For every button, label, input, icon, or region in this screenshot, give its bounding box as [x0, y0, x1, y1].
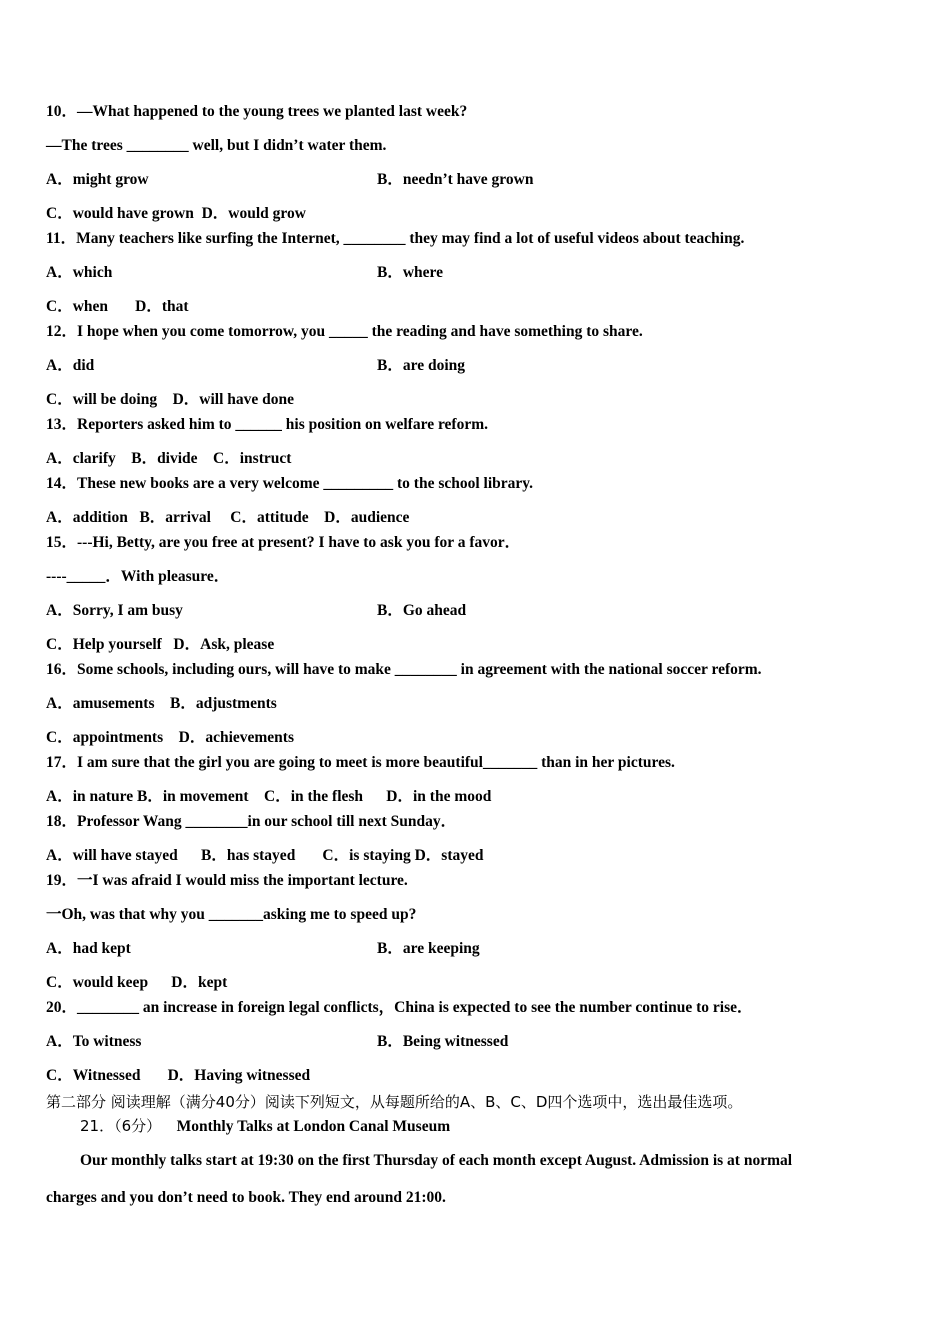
q15-option-a: A．Sorry, I am busy: [46, 602, 183, 619]
q12-option-b: B．are doing: [377, 357, 465, 374]
q20-option-b: B．Being witnessed: [377, 1033, 509, 1050]
q14-options: A．addition B．arrival C．attitude D．audience: [46, 509, 410, 526]
q18-options: A．will have stayed B．has stayed C．is staying D．stayed: [46, 847, 484, 864]
q20-option-a: A．To witness: [46, 1033, 142, 1050]
q15-stem2: ----_____．With pleasure．: [46, 568, 230, 585]
q21-title: Monthly Talks at London Canal Museum: [176, 1118, 451, 1135]
q11-options-cd: C．when D．that: [46, 298, 189, 315]
q20-stem: 20．________ an increase in foreign legal conflicts，China is expected to see the number continue to rise．: [46, 999, 753, 1016]
q10-option-a: A．might grow: [46, 171, 149, 188]
q16-options-cd: C．appointments D．achievements: [46, 729, 294, 746]
q19-option-a: A．had kept: [46, 940, 131, 957]
q16-options-ab: A．amusements B．adjustments: [46, 695, 277, 712]
q19-options-cd: C．would keep D．kept: [46, 974, 228, 991]
q21-heading: [80, 1116, 450, 1137]
q17-stem: 17．I am sure that the girl you are going to meet is more beautiful_______ than in her pictures.: [46, 754, 675, 771]
passage-line-2: charges and you don’t need to book. They end around 21:00.: [46, 1189, 446, 1206]
q12-stem: 12．I hope when you come tomorrow, you _____ the reading and have something to share.: [46, 323, 643, 340]
q11-option-b: B．where: [377, 264, 444, 281]
q15-option-b: B．Go ahead: [377, 602, 467, 619]
q13-stem: 13．Reporters asked him to ______ his position on welfare reform.: [46, 416, 489, 433]
q19-option-b: B．are keeping: [377, 940, 480, 957]
passage-line-1: Our monthly talks start at 19:30 on the first Thursday of each month except August. Admission is at normal: [80, 1152, 793, 1169]
q12-options-cd: C．will be doing D．will have done: [46, 391, 295, 408]
q15-options-cd: C．Help yourself D．Ask, please: [46, 636, 275, 653]
q18-stem: 18．Professor Wang ________in our school till next Sunday．: [46, 813, 457, 830]
q19-stem: 19．一I was afraid I would miss the important lecture.: [46, 872, 408, 889]
q15-stem: 15．---Hi, Betty, are you free at present? I have to ask you for a favor．: [46, 534, 521, 551]
q17-options: A．in nature B．in movement C．in the flesh D．in the mood: [46, 788, 492, 805]
q10-stem2: —The trees ________ well, but I didn’t water them.: [46, 137, 387, 154]
q10-option-b: B．needn’t have grown: [377, 171, 534, 188]
q12-option-a: A．did: [46, 357, 95, 374]
q11-option-a: A．which: [46, 264, 113, 281]
q11-stem: 11．Many teachers like surfing the Internet, ________ they may find a lot of useful videos about teaching.: [46, 230, 745, 247]
q14-stem: 14．These new books are a very welcome _________ to the school library.: [46, 475, 534, 492]
q20-options-cd: C．Witnessed D．Having witnessed: [46, 1067, 311, 1084]
q16-stem: 16．Some schools, including ours, will have to make ________ in agreement with the national soccer reform.: [46, 661, 762, 678]
q10-stem: 10．—What happened to the young trees we planted last week?: [46, 103, 468, 120]
q10-options-cd: C．would have grown D．would grow: [46, 205, 306, 222]
section2-header: 第二部分 阅读理解（满分40分）阅读下列短文，从每题所给的A、B、C、D四个选项中，选出最佳选项。: [46, 1093, 743, 1111]
q21-prefix: 21．（6分）: [80, 1117, 162, 1135]
q19-stem2: 一Oh, was that why you _______asking me to speed up?: [46, 906, 417, 923]
q13-options: A．clarify B．divide C．instruct: [46, 450, 292, 467]
